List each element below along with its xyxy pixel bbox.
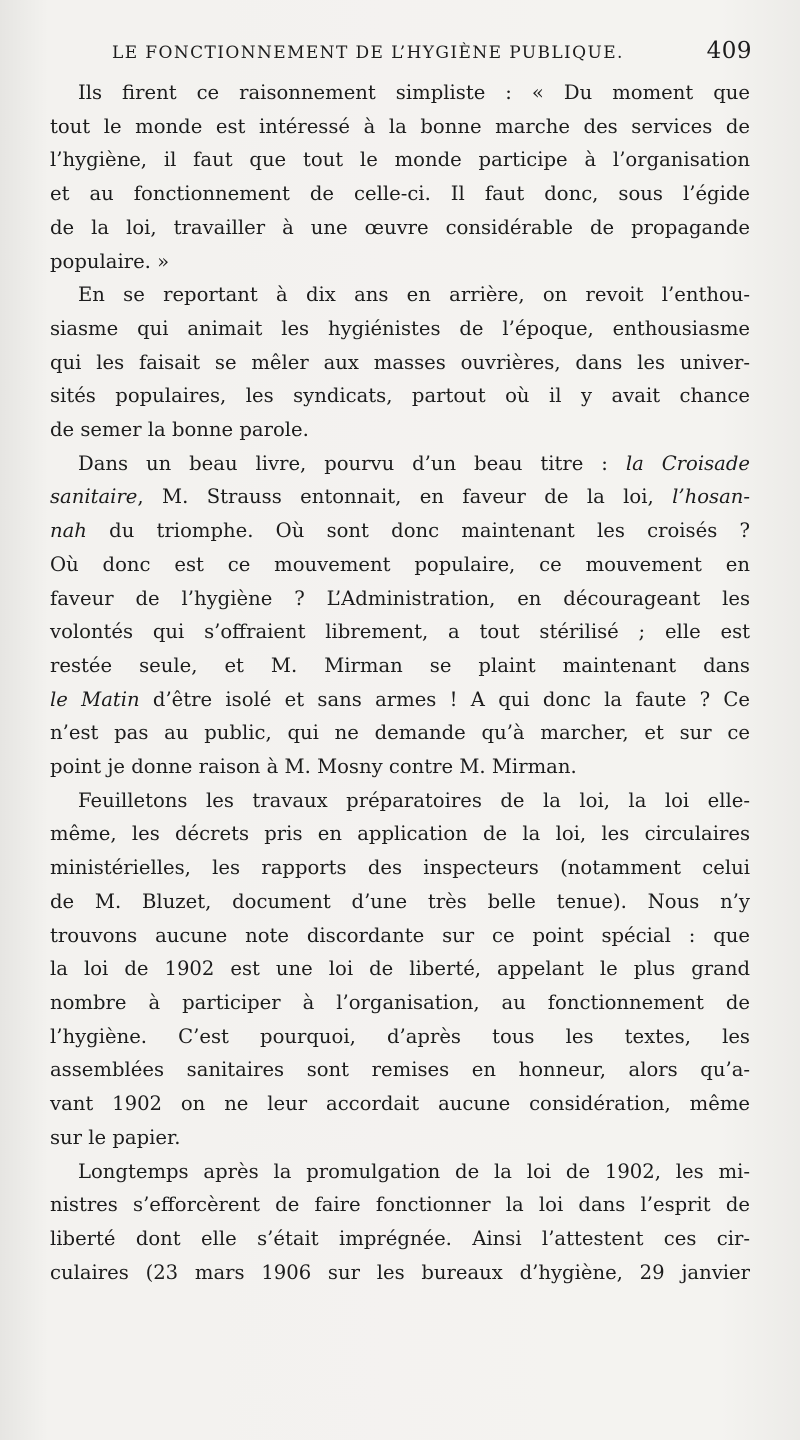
text-line bbox=[50, 952, 750, 986]
paragraph bbox=[50, 278, 750, 447]
text-line bbox=[50, 1020, 750, 1054]
text-run: , M. Strauss entonnait, en faveur de la loi, bbox=[137, 485, 673, 509]
text-line bbox=[50, 615, 750, 649]
text-line bbox=[50, 143, 750, 177]
text-run: assemblées sanitaires sont remises en honneur, alors qu’a- bbox=[50, 1058, 750, 1082]
text-run: qui les faisait se mêler aux masses ouvrières, dans les univer- bbox=[50, 350, 750, 374]
text-line bbox=[50, 245, 750, 279]
text-line bbox=[50, 851, 750, 885]
text-run: nistres s’efforcèrent de faire fonctionner la loi dans l’esprit de bbox=[50, 1193, 750, 1217]
text-line bbox=[50, 817, 750, 851]
text-line bbox=[50, 582, 750, 616]
text-line bbox=[50, 919, 750, 953]
text-run: sur le papier. bbox=[50, 1125, 181, 1149]
text-line bbox=[50, 986, 750, 1020]
text-run: d’être isolé et sans armes ! A qui donc la faute ? Ce bbox=[139, 687, 750, 711]
text-run: restée seule, et M. Mirman se plaint maintenant dans bbox=[50, 653, 750, 677]
body-text bbox=[50, 76, 750, 1289]
text-line bbox=[50, 278, 750, 312]
text-run: siasme qui animait les hygiénistes de l’époque, enthousiasme bbox=[50, 316, 750, 340]
text-line bbox=[50, 1121, 750, 1155]
text-run: trouvons aucune note discordante sur ce point spécial : que bbox=[50, 923, 750, 947]
text-run: ministérielles, les rapports des inspecteurs (notamment celui bbox=[50, 856, 750, 880]
text-run: l’hygiène. C’est pourquoi, d’après tous les textes, les bbox=[50, 1024, 750, 1048]
text-run: Dans un beau livre, pourvu d’un beau titre : bbox=[78, 451, 626, 475]
text-run: culaires (23 mars 1906 sur les bureaux d’hygiène, 29 janvier bbox=[50, 1260, 750, 1284]
paragraph bbox=[50, 1155, 750, 1290]
text-line bbox=[50, 784, 750, 818]
text-line bbox=[50, 413, 750, 447]
paragraph bbox=[50, 76, 750, 278]
text-run: populaire. » bbox=[50, 249, 170, 273]
text-line bbox=[50, 1188, 750, 1222]
paragraph bbox=[50, 447, 750, 784]
text-line bbox=[50, 447, 750, 481]
italic-text: le Matin bbox=[50, 687, 140, 711]
text-run: de la loi, travailler à une œuvre considérable de propagande bbox=[50, 215, 750, 239]
text-run: volontés qui s’offraient librement, a tout stérilisé ; elle est bbox=[50, 620, 750, 644]
text-line bbox=[50, 885, 750, 919]
italic-text: l’hosan- bbox=[672, 485, 750, 509]
text-line bbox=[50, 514, 750, 548]
text-run: n’est pas au public, qui ne demande qu’à marcher, et sur ce bbox=[50, 721, 750, 745]
text-run: Ils firent ce raisonnement simpliste : « Du moment que bbox=[78, 81, 750, 104]
italic-text: nah bbox=[50, 519, 87, 543]
text-run: faveur de l’hygiène ? L’Administration, en décourageant les bbox=[50, 586, 750, 610]
text-run: Longtemps après la promulgation de la loi de 1902, les mi- bbox=[78, 1159, 750, 1183]
text-line bbox=[50, 1155, 750, 1189]
text-line bbox=[50, 312, 750, 346]
text-line bbox=[50, 177, 750, 211]
text-run: tout le monde est intéressé à la bonne marche des services de bbox=[50, 114, 750, 138]
text-line bbox=[50, 1256, 750, 1290]
text-line bbox=[50, 716, 750, 750]
text-run: et au fonctionnement de celle-ci. Il faut donc, sous l’égide bbox=[50, 182, 750, 206]
text-line bbox=[50, 346, 750, 380]
text-line bbox=[50, 480, 750, 514]
text-run: l’hygiène, il faut que tout le monde participe à l’organisation bbox=[50, 148, 750, 172]
text-run: sités populaires, les syndicats, partout où il y avait chance bbox=[50, 384, 750, 408]
text-line bbox=[50, 1222, 750, 1256]
text-run: de M. Bluzet, document d’une très belle tenue). Nous n’y bbox=[50, 889, 750, 913]
text-run: liberté dont elle s’était imprégnée. Ainsi l’attestent ces cir- bbox=[50, 1226, 750, 1250]
text-run: nombre à participer à l’organisation, au fonctionnement de bbox=[50, 990, 750, 1014]
text-line bbox=[50, 110, 750, 144]
text-run: du triomphe. Où sont donc maintenant les croisés ? bbox=[86, 519, 750, 543]
running-header bbox=[112, 38, 752, 70]
text-run: même, les décrets pris en application de la loi, les circulaires bbox=[50, 822, 750, 846]
text-run: Feuilletons les travaux préparatoires de la loi, la loi elle- bbox=[78, 788, 750, 812]
text-line bbox=[50, 211, 750, 245]
page-number: 409 bbox=[706, 38, 752, 64]
running-title: LE FONCTIONNEMENT DE L’HYGIÈNE PUBLIQUE. bbox=[112, 43, 624, 63]
text-line bbox=[50, 683, 750, 717]
paragraph bbox=[50, 784, 750, 1155]
text-line bbox=[50, 76, 750, 110]
text-run: point je donne raison à M. Mosny contre M. Mirman. bbox=[50, 755, 577, 779]
text-run: vant 1902 on ne leur accordait aucune considération, même bbox=[50, 1092, 750, 1116]
text-line bbox=[50, 379, 750, 413]
text-run: En se reportant à dix ans en arrière, on revoit l’enthou- bbox=[78, 283, 750, 307]
italic-text: sanitaire bbox=[50, 485, 138, 509]
text-line bbox=[50, 750, 750, 784]
text-line bbox=[50, 649, 750, 683]
italic-text: la Croisade bbox=[625, 451, 750, 475]
text-run: de semer la bonne parole. bbox=[50, 418, 309, 442]
text-run: la loi de 1902 est une loi de liberté, appelant le plus grand bbox=[50, 957, 750, 981]
text-line bbox=[50, 1087, 750, 1121]
text-line bbox=[50, 548, 750, 582]
text-line bbox=[50, 1053, 750, 1087]
text-run: Où donc est ce mouvement populaire, ce mouvement en bbox=[50, 552, 750, 576]
